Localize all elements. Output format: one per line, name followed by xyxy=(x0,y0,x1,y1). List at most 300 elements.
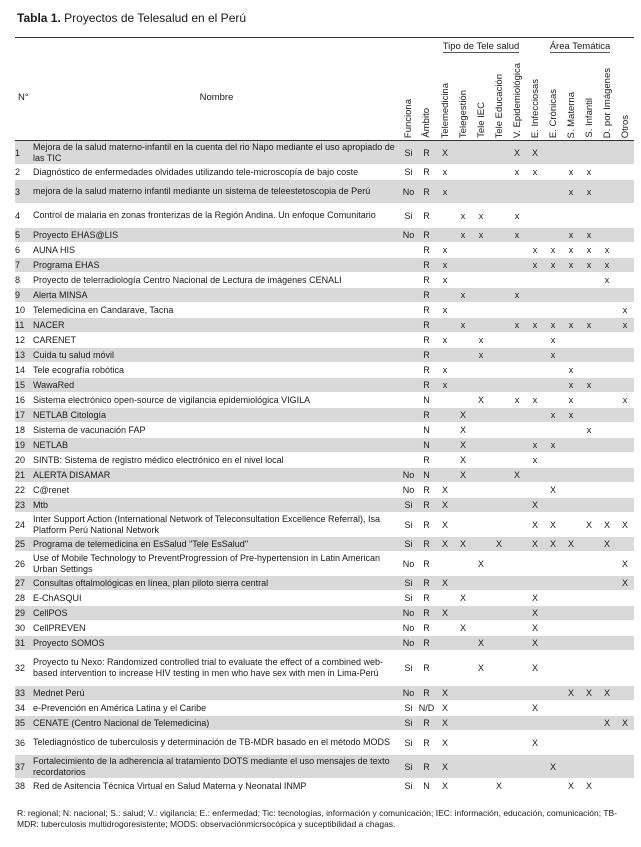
row-cell xyxy=(580,363,598,378)
row-cell xyxy=(562,755,580,779)
table-row xyxy=(15,204,634,228)
row-cell xyxy=(616,453,634,468)
table-row xyxy=(15,273,634,288)
row-cell: X xyxy=(598,537,616,552)
row-cell xyxy=(472,755,490,779)
row-number: 3 xyxy=(15,180,33,204)
header-col xyxy=(598,55,616,141)
row-cell xyxy=(454,243,472,258)
row-cell: X xyxy=(472,552,490,576)
row-cell xyxy=(472,363,490,378)
row-cell: No xyxy=(400,686,417,701)
row-cell: x xyxy=(526,318,544,333)
row-name: e-Prevención en América Latina y el Caribe xyxy=(33,701,400,716)
row-cell: X xyxy=(436,686,454,701)
row-cell xyxy=(436,423,454,438)
table-title-label: Tabla 1. xyxy=(17,11,61,25)
row-cell xyxy=(472,378,490,393)
row-cell xyxy=(508,552,526,576)
row-cell: X xyxy=(580,686,598,701)
row-number: 31 xyxy=(15,636,33,651)
row-name: Proyecto de telerradiología Centro Nacional de Lectura de imágenes CENALI xyxy=(33,273,400,288)
row-cell xyxy=(526,468,544,483)
row-cell: x xyxy=(436,273,454,288)
row-cell: X xyxy=(436,731,454,755)
row-cell xyxy=(490,318,508,333)
row-cell xyxy=(436,348,454,363)
row-cell xyxy=(472,318,490,333)
row-cell xyxy=(454,483,472,498)
row-cell: X xyxy=(616,716,634,731)
row-cell: x xyxy=(562,165,580,180)
row-cell xyxy=(544,716,562,731)
header-col xyxy=(472,55,490,141)
row-cell: N/D xyxy=(417,701,436,716)
row-cell xyxy=(400,243,417,258)
row-cell xyxy=(400,348,417,363)
row-cell xyxy=(508,243,526,258)
row-cell: x xyxy=(436,363,454,378)
row-cell xyxy=(472,779,490,794)
row-cell xyxy=(544,423,562,438)
row-cell xyxy=(562,141,580,165)
table-row xyxy=(15,483,634,498)
row-cell: X xyxy=(562,686,580,701)
row-cell: X xyxy=(526,537,544,552)
row-cell xyxy=(598,204,616,228)
row-cell xyxy=(562,651,580,686)
table-row xyxy=(15,779,634,794)
row-cell xyxy=(454,701,472,716)
row-cell xyxy=(598,636,616,651)
row-cell xyxy=(436,591,454,606)
row-cell: Si xyxy=(400,731,417,755)
row-cell xyxy=(598,731,616,755)
row-cell xyxy=(490,468,508,483)
row-cell: X xyxy=(490,537,508,552)
row-cell xyxy=(562,273,580,288)
table-row xyxy=(15,636,634,651)
header-col-label: V. Epidemiológica xyxy=(511,62,523,138)
row-cell xyxy=(454,378,472,393)
row-cell xyxy=(490,288,508,303)
row-number: 37 xyxy=(15,755,33,779)
row-cell xyxy=(544,498,562,513)
row-name: Mednet Perú xyxy=(33,686,400,701)
row-number: 1 xyxy=(15,141,33,165)
row-cell: Si xyxy=(400,651,417,686)
row-name: CENATE (Centro Nacional de Telemedicina) xyxy=(33,716,400,731)
row-cell: x xyxy=(544,438,562,453)
row-cell xyxy=(598,755,616,779)
row-cell xyxy=(616,273,634,288)
row-cell: No xyxy=(400,606,417,621)
row-cell: x xyxy=(508,318,526,333)
row-cell xyxy=(490,141,508,165)
row-cell xyxy=(508,438,526,453)
row-cell: R xyxy=(417,165,436,180)
row-number: 22 xyxy=(15,483,33,498)
row-name: Consultas oftalmológicas en línea, plan piloto sierra central xyxy=(33,576,400,591)
row-cell: N xyxy=(417,468,436,483)
row-name: CellPOS xyxy=(33,606,400,621)
table-row xyxy=(15,453,634,468)
row-cell: Si xyxy=(400,779,417,794)
row-cell: X xyxy=(526,621,544,636)
row-cell: x xyxy=(454,318,472,333)
row-cell xyxy=(580,755,598,779)
header-col-label: Telegestión xyxy=(457,89,469,138)
row-cell: N xyxy=(417,438,436,453)
header-col-label: Tele Educación xyxy=(493,73,505,138)
row-cell xyxy=(490,408,508,423)
row-cell: No xyxy=(400,636,417,651)
row-cell xyxy=(616,606,634,621)
header-col-label: D. por Imágenes xyxy=(601,67,613,138)
row-cell xyxy=(598,453,616,468)
row-cell xyxy=(490,716,508,731)
row-cell: x xyxy=(436,180,454,204)
row-name: Proyecto tu Nexo: Randomized controlled trial to evaluate the effect of a combined web-based intervention to increase HIV testing in men who have sex with men in Lima-Perú xyxy=(33,651,400,686)
row-cell xyxy=(490,204,508,228)
header-col xyxy=(526,55,544,141)
row-number: 32 xyxy=(15,651,33,686)
row-number: 12 xyxy=(15,333,33,348)
row-cell: X xyxy=(436,755,454,779)
row-cell: R xyxy=(417,258,436,273)
table-row xyxy=(15,363,634,378)
row-cell xyxy=(598,141,616,165)
row-cell xyxy=(472,537,490,552)
row-cell xyxy=(544,576,562,591)
row-cell: X xyxy=(454,423,472,438)
row-cell xyxy=(526,408,544,423)
row-cell xyxy=(454,165,472,180)
row-cell xyxy=(544,453,562,468)
row-cell xyxy=(526,716,544,731)
row-cell xyxy=(472,701,490,716)
table-title-text: Proyectos de Telesalud en el Perú xyxy=(64,11,247,25)
row-cell xyxy=(562,438,580,453)
row-number: 23 xyxy=(15,498,33,513)
row-cell xyxy=(454,180,472,204)
row-cell xyxy=(490,591,508,606)
row-cell: Si xyxy=(400,591,417,606)
row-cell: X xyxy=(580,779,598,794)
table-row xyxy=(15,552,634,576)
table-row xyxy=(15,731,634,755)
table-row xyxy=(15,438,634,453)
row-cell xyxy=(616,288,634,303)
header-col-label: E. Crónicas xyxy=(547,88,559,138)
row-cell xyxy=(454,651,472,686)
row-cell: R xyxy=(417,606,436,621)
row-number: 11 xyxy=(15,318,33,333)
row-name: Proyecto EHAS@LIS xyxy=(33,228,400,243)
table-row xyxy=(15,393,634,408)
row-cell xyxy=(598,483,616,498)
row-cell: R xyxy=(417,513,436,537)
row-cell xyxy=(472,273,490,288)
row-cell: No xyxy=(400,180,417,204)
row-name: CellPREVEN xyxy=(33,621,400,636)
row-cell xyxy=(508,423,526,438)
row-cell xyxy=(508,180,526,204)
row-cell xyxy=(598,303,616,318)
row-cell xyxy=(580,408,598,423)
table-row xyxy=(15,701,634,716)
table-row xyxy=(15,258,634,273)
row-cell xyxy=(526,378,544,393)
table-row xyxy=(15,348,634,363)
row-cell xyxy=(400,258,417,273)
row-cell xyxy=(472,731,490,755)
row-cell xyxy=(436,288,454,303)
row-name: mejora de la salud materno infantil mediante un sistema de teleestetoscopia de Perú xyxy=(33,180,400,204)
row-cell xyxy=(490,363,508,378)
row-cell xyxy=(472,591,490,606)
row-cell: Si xyxy=(400,755,417,779)
row-cell: X xyxy=(526,651,544,686)
header-col xyxy=(417,55,436,141)
row-name: NETLAB Citología xyxy=(33,408,400,423)
row-cell: X xyxy=(526,498,544,513)
row-cell xyxy=(616,591,634,606)
row-cell xyxy=(562,204,580,228)
row-cell xyxy=(436,621,454,636)
table-row xyxy=(15,423,634,438)
row-cell xyxy=(616,701,634,716)
row-cell xyxy=(472,483,490,498)
row-cell xyxy=(454,303,472,318)
table-row xyxy=(15,468,634,483)
group-area: Área Temática xyxy=(549,41,611,52)
row-cell xyxy=(526,363,544,378)
row-cell xyxy=(526,204,544,228)
row-cell xyxy=(508,716,526,731)
row-cell: R xyxy=(417,537,436,552)
row-number: 2 xyxy=(15,165,33,180)
row-cell xyxy=(580,348,598,363)
row-cell xyxy=(526,333,544,348)
footnote: R: regional; N: nacional; S.: salud; V.: vigilancia; E.: enfermedad; Tic: tecnologías, información y comunicación; IEC: información, educación, comunicación; TB-MDR: tuberculosis multidrogoresistente; MODS: observaciónmicrsocópica y suceptibilidad a chagas. xyxy=(17,808,618,829)
row-cell: X xyxy=(436,537,454,552)
row-cell xyxy=(544,204,562,228)
row-cell xyxy=(598,591,616,606)
row-name: Use of Mobile Technology to PreventProgression of Pre-hypertension in Latin American Urban Settings xyxy=(33,552,400,576)
row-name: C@renet xyxy=(33,483,400,498)
row-cell xyxy=(400,408,417,423)
row-cell xyxy=(490,273,508,288)
row-cell: x xyxy=(508,393,526,408)
row-cell xyxy=(616,731,634,755)
row-cell xyxy=(562,453,580,468)
row-cell xyxy=(472,468,490,483)
row-cell xyxy=(598,393,616,408)
row-cell xyxy=(508,303,526,318)
row-cell: x xyxy=(580,258,598,273)
row-name: Programa de telemedicina en EsSalud "Tele EsSalud" xyxy=(33,537,400,552)
row-number: 10 xyxy=(15,303,33,318)
row-cell xyxy=(526,228,544,243)
table-row xyxy=(15,165,634,180)
row-cell xyxy=(472,686,490,701)
row-cell xyxy=(454,258,472,273)
row-cell xyxy=(526,686,544,701)
row-cell xyxy=(526,303,544,318)
row-cell: R xyxy=(417,576,436,591)
row-cell xyxy=(400,273,417,288)
row-cell xyxy=(454,716,472,731)
row-cell xyxy=(400,378,417,393)
row-cell xyxy=(580,288,598,303)
row-cell xyxy=(562,423,580,438)
row-cell: X xyxy=(544,483,562,498)
row-cell: X xyxy=(526,606,544,621)
row-cell: x xyxy=(598,273,616,288)
table-row xyxy=(15,141,634,165)
row-cell: R xyxy=(417,141,436,165)
row-cell: x xyxy=(562,393,580,408)
row-number: 8 xyxy=(15,273,33,288)
row-cell: X xyxy=(472,651,490,686)
row-cell: X xyxy=(616,552,634,576)
row-cell xyxy=(526,576,544,591)
row-cell: X xyxy=(544,755,562,779)
row-cell xyxy=(508,483,526,498)
row-cell: R xyxy=(417,716,436,731)
row-cell xyxy=(616,165,634,180)
row-cell: N xyxy=(417,423,436,438)
row-cell xyxy=(472,141,490,165)
row-cell xyxy=(544,288,562,303)
row-cell: X xyxy=(580,513,598,537)
row-cell xyxy=(580,701,598,716)
row-cell xyxy=(400,303,417,318)
projects-table xyxy=(15,37,634,794)
row-cell xyxy=(436,228,454,243)
row-name: Telediagnóstico de tuberculosis y determinación de TB-MDR basado en el método MODS xyxy=(33,731,400,755)
row-number: 26 xyxy=(15,552,33,576)
row-cell xyxy=(616,483,634,498)
row-cell xyxy=(490,552,508,576)
row-cell xyxy=(562,552,580,576)
row-cell xyxy=(562,288,580,303)
row-cell xyxy=(454,686,472,701)
row-cell xyxy=(472,498,490,513)
row-cell xyxy=(526,348,544,363)
row-cell xyxy=(562,303,580,318)
row-cell xyxy=(580,468,598,483)
row-cell xyxy=(508,591,526,606)
row-name: Fortalecimiento de la adherencia al tratamiento DOTS mediante el uso mensajes de texto recordatorios xyxy=(33,755,400,779)
row-cell xyxy=(544,621,562,636)
row-cell xyxy=(526,273,544,288)
row-cell: X xyxy=(598,513,616,537)
row-cell xyxy=(562,591,580,606)
row-cell xyxy=(490,165,508,180)
row-cell: R xyxy=(417,483,436,498)
row-number: 33 xyxy=(15,686,33,701)
header-col-label: E. Infecciosas xyxy=(529,78,541,138)
row-cell xyxy=(580,438,598,453)
row-cell xyxy=(598,348,616,363)
row-cell xyxy=(436,393,454,408)
row-number: 17 xyxy=(15,408,33,423)
row-cell xyxy=(562,701,580,716)
row-number: 5 xyxy=(15,228,33,243)
row-cell: x xyxy=(544,333,562,348)
table-row xyxy=(15,303,634,318)
row-cell xyxy=(508,621,526,636)
row-cell xyxy=(616,180,634,204)
row-cell xyxy=(454,348,472,363)
row-cell: X xyxy=(562,779,580,794)
table-title xyxy=(17,11,246,25)
row-cell xyxy=(616,243,634,258)
row-cell xyxy=(436,453,454,468)
row-cell: R xyxy=(417,273,436,288)
row-number: 18 xyxy=(15,423,33,438)
row-cell: R xyxy=(417,651,436,686)
row-number: 14 xyxy=(15,363,33,378)
row-cell xyxy=(490,513,508,537)
row-cell xyxy=(454,498,472,513)
row-number: 38 xyxy=(15,779,33,794)
row-cell xyxy=(472,258,490,273)
group-tipo: Tipo de Tele salud xyxy=(442,41,520,52)
row-cell xyxy=(454,393,472,408)
row-cell xyxy=(490,348,508,363)
row-cell: R xyxy=(417,348,436,363)
row-cell: R xyxy=(417,180,436,204)
row-cell xyxy=(544,165,562,180)
row-cell: x xyxy=(598,243,616,258)
row-cell xyxy=(472,453,490,468)
row-cell xyxy=(580,636,598,651)
row-cell: X xyxy=(436,606,454,621)
row-cell xyxy=(580,606,598,621)
row-cell: x xyxy=(544,408,562,423)
row-cell xyxy=(490,621,508,636)
row-cell xyxy=(544,378,562,393)
row-cell: No xyxy=(400,483,417,498)
row-cell xyxy=(454,513,472,537)
row-cell xyxy=(562,621,580,636)
row-cell: X xyxy=(508,468,526,483)
row-cell: Si xyxy=(400,204,417,228)
row-cell: R xyxy=(417,552,436,576)
row-cell xyxy=(580,537,598,552)
row-cell: Si xyxy=(400,537,417,552)
row-cell xyxy=(562,513,580,537)
row-cell: Si xyxy=(400,701,417,716)
row-cell xyxy=(436,438,454,453)
row-cell: x xyxy=(472,204,490,228)
row-cell xyxy=(616,621,634,636)
row-cell: x xyxy=(562,243,580,258)
row-cell xyxy=(544,180,562,204)
row-cell: x xyxy=(436,333,454,348)
row-cell xyxy=(562,576,580,591)
row-cell: Si xyxy=(400,513,417,537)
row-cell: Si xyxy=(400,498,417,513)
table-row xyxy=(15,378,634,393)
header-col xyxy=(490,55,508,141)
row-cell xyxy=(598,468,616,483)
row-cell: R xyxy=(417,453,436,468)
row-cell: X xyxy=(616,576,634,591)
